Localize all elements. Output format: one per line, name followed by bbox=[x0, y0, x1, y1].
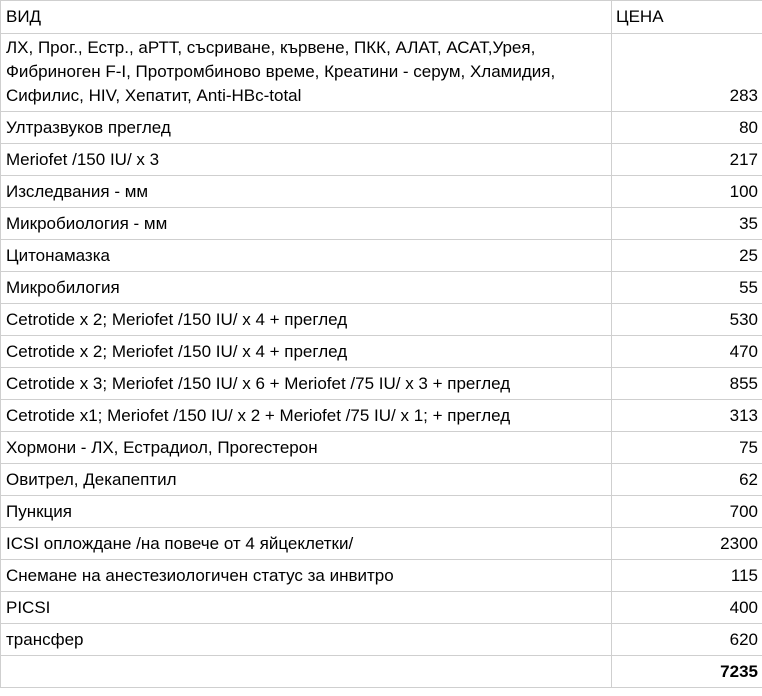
item-price-cell[interactable]: 100 bbox=[612, 176, 762, 208]
table-row bbox=[1, 336, 762, 368]
table-row bbox=[1, 208, 762, 240]
total-price-cell[interactable]: 7235 bbox=[612, 656, 762, 688]
table-row bbox=[1, 272, 762, 304]
item-price-cell[interactable]: 283 bbox=[612, 34, 762, 112]
item-name-cell[interactable]: Cetrotide x 2; Meriofet /150 IU/ x 4 + преглед bbox=[1, 304, 612, 336]
item-name-cell[interactable]: Cetrotide x 3; Meriofet /150 IU/ x 6 + Meriofet /75 IU/ x 3 + преглед bbox=[1, 368, 612, 400]
item-price-cell[interactable]: 217 bbox=[612, 144, 762, 176]
item-name-cell[interactable]: Ултразвуков преглед bbox=[1, 112, 612, 144]
item-price-cell[interactable]: 80 bbox=[612, 112, 762, 144]
table-row bbox=[1, 464, 762, 496]
item-name-cell[interactable]: Изследвания - мм bbox=[1, 176, 612, 208]
item-name-cell[interactable]: Микробиология - мм bbox=[1, 208, 612, 240]
item-name-cell[interactable]: трансфер bbox=[1, 624, 612, 656]
table-row bbox=[1, 624, 762, 656]
item-name-cell[interactable]: Микробилогия bbox=[1, 272, 612, 304]
table-row bbox=[1, 496, 762, 528]
item-price-cell[interactable]: 2300 bbox=[612, 528, 762, 560]
table-row bbox=[1, 176, 762, 208]
item-name-cell[interactable]: Cetrotide x 2; Meriofet /150 IU/ x 4 + преглед bbox=[1, 336, 612, 368]
total-row bbox=[1, 656, 762, 688]
item-name-cell[interactable]: Снемане на анестезиологичен статус за инвитро bbox=[1, 560, 612, 592]
table-row bbox=[1, 368, 762, 400]
item-price-cell[interactable]: 470 bbox=[612, 336, 762, 368]
table-row bbox=[1, 144, 762, 176]
table-row bbox=[1, 34, 762, 112]
table-row bbox=[1, 400, 762, 432]
table-row bbox=[1, 592, 762, 624]
item-price-cell[interactable]: 855 bbox=[612, 368, 762, 400]
header-name-cell[interactable]: ВИД bbox=[1, 1, 612, 34]
item-price-cell[interactable]: 35 bbox=[612, 208, 762, 240]
table-row bbox=[1, 240, 762, 272]
item-name-cell[interactable]: Пункция bbox=[1, 496, 612, 528]
table-row bbox=[1, 528, 762, 560]
total-name-cell[interactable] bbox=[1, 656, 612, 688]
item-price-cell[interactable]: 62 bbox=[612, 464, 762, 496]
item-price-cell[interactable]: 115 bbox=[612, 560, 762, 592]
item-price-cell[interactable]: 400 bbox=[612, 592, 762, 624]
item-name-cell[interactable]: Овитрел, Декапептил bbox=[1, 464, 612, 496]
table-row bbox=[1, 432, 762, 464]
table-row bbox=[1, 304, 762, 336]
item-price-cell[interactable]: 530 bbox=[612, 304, 762, 336]
header-price-cell[interactable]: ЦЕНА bbox=[612, 1, 762, 34]
table-row bbox=[1, 560, 762, 592]
item-name-cell[interactable]: Cetrotide x1; Meriofet /150 IU/ x 2 + Meriofet /75 IU/ x 1; + преглед bbox=[1, 400, 612, 432]
item-name-cell[interactable]: ICSI оплождане /на повече от 4 яйцеклетки/ bbox=[1, 528, 612, 560]
item-name-cell[interactable]: Цитонамазка bbox=[1, 240, 612, 272]
table-row bbox=[1, 112, 762, 144]
item-price-cell[interactable]: 313 bbox=[612, 400, 762, 432]
item-name-cell[interactable]: Хормони - ЛХ, Естрадиол, Прогестерон bbox=[1, 432, 612, 464]
item-name-cell[interactable]: ЛХ, Прог., Естр., аРТТ, съсриване, кървене, ПКК, АЛАТ, АСАТ,Урея, Фибриноген F-I, Протромбиново време, Креатини - серум, Хламидия, Сифилис, HIV, Хепатит, Anti-HBc-total bbox=[1, 34, 612, 112]
item-price-cell[interactable]: 55 bbox=[612, 272, 762, 304]
item-price-cell[interactable]: 25 bbox=[612, 240, 762, 272]
header-row bbox=[1, 1, 762, 34]
item-name-cell[interactable]: Meriofet /150 IU/ x 3 bbox=[1, 144, 612, 176]
item-price-cell[interactable]: 620 bbox=[612, 624, 762, 656]
item-name-cell[interactable]: PICSI bbox=[1, 592, 612, 624]
item-price-cell[interactable]: 700 bbox=[612, 496, 762, 528]
item-price-cell[interactable]: 75 bbox=[612, 432, 762, 464]
